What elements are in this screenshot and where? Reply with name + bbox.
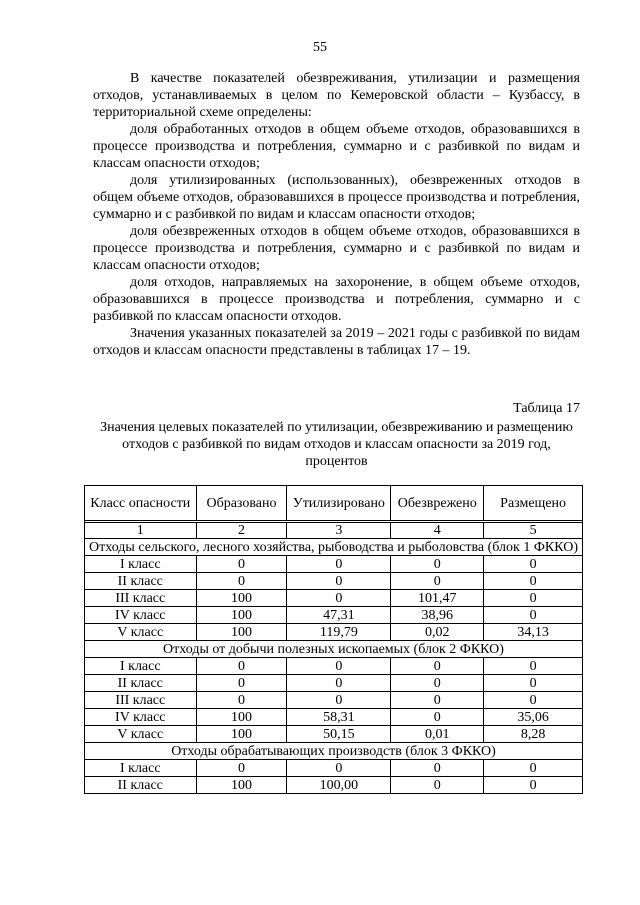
paragraph: доля обезвреженных отходов в общем объеме отходов, образовавшихся в процессе производства и потребления, суммарно и с разбивкой по видам и классам опасности отходов; — [93, 224, 580, 273]
table-cell: 119,79 — [287, 624, 391, 641]
table-row — [85, 556, 583, 573]
table-cell: 0 — [287, 658, 391, 675]
table-row — [85, 658, 583, 675]
table-cell: 0 — [484, 607, 583, 624]
table-cell: 47,31 — [287, 607, 391, 624]
table-cell: 34,13 — [484, 624, 583, 641]
table-cell: 0 — [391, 709, 484, 726]
table-cell: 0 — [287, 760, 391, 777]
column-number: 5 — [484, 523, 583, 539]
column-header: Размещено — [484, 486, 583, 521]
table-cell: 38,96 — [391, 607, 484, 624]
block-title-row — [85, 743, 583, 760]
table-cell: 100 — [196, 624, 287, 641]
table-row — [85, 777, 583, 794]
table-cell: 0 — [391, 556, 484, 573]
block-title: Отходы сельского, лесного хозяйства, рыбоводства и рыболовства (блок 1 ФККО) — [85, 539, 583, 556]
table-row — [85, 760, 583, 777]
table-cell: I класс — [85, 658, 197, 675]
table-cell: I класс — [85, 556, 197, 573]
table-cell: 0 — [484, 760, 583, 777]
table-row — [85, 709, 583, 726]
indicators-table — [84, 485, 583, 794]
table-cell: 0 — [391, 777, 484, 794]
table-cell: 101,47 — [391, 590, 484, 607]
block-title: Отходы обрабатывающих производств (блок 3 ФККО) — [85, 743, 583, 760]
column-header: Образовано — [196, 486, 287, 521]
block-title-row — [85, 641, 583, 658]
page-number: 55 — [313, 40, 327, 55]
table-cell: 100 — [196, 777, 287, 794]
table-cell: 0 — [196, 760, 287, 777]
table-cell: I класс — [85, 760, 197, 777]
paragraph: В качестве показателей обезвреживания, утилизации и размещения отходов, устанавливаемых в целом по Кемеровской области – Кузбассу, в территориальной схеме определены: — [93, 71, 580, 120]
table-caption: Значения целевых показателей по утилизации, обезвреживанию и размещению отходов с разбивкой по видам отходов и классам опасности за 2019 год, процентов — [100, 420, 573, 469]
column-number-row — [85, 523, 583, 539]
body-text — [93, 70, 580, 359]
table-row — [85, 590, 583, 607]
table-cell: 100 — [196, 709, 287, 726]
table-cell: II класс — [85, 777, 197, 794]
table-cell: 0 — [196, 675, 287, 692]
table-cell: 0 — [196, 692, 287, 709]
table-cell: 0 — [484, 556, 583, 573]
table-cell: III класс — [85, 692, 197, 709]
paragraph: доля утилизированных (использованных), обезвреженных отходов в общем объеме отходов, образовавшихся в процессе производства и потребления, суммарно и с разбивкой по видам и классам опасности отходов; — [93, 173, 580, 222]
table-cell: 0 — [196, 556, 287, 573]
table-cell: 0 — [196, 658, 287, 675]
column-number: 4 — [391, 523, 484, 539]
column-number: 1 — [85, 523, 197, 539]
table-row — [85, 675, 583, 692]
block-title: Отходы от добычи полезных ископаемых (блок 2 ФККО) — [85, 641, 583, 658]
table-cell: 58,31 — [287, 709, 391, 726]
table-row — [85, 607, 583, 624]
block-title-row — [85, 539, 583, 556]
table-cell: 0 — [391, 675, 484, 692]
table-cell: 0 — [391, 573, 484, 590]
table-cell: II класс — [85, 675, 197, 692]
table-cell: 0 — [287, 573, 391, 590]
column-header: Класс опасности — [85, 486, 197, 521]
table-cell: 0 — [287, 556, 391, 573]
table-cell: II класс — [85, 573, 197, 590]
table-cell: 8,28 — [484, 726, 583, 743]
table-cell: 0 — [484, 692, 583, 709]
table-row — [85, 624, 583, 641]
table-cell: 0 — [484, 590, 583, 607]
paragraph: доля обработанных отходов в общем объеме отходов, образовавшихся в процессе производства и потребления, суммарно и с разбивкой по видам и классам опасности отходов; — [93, 122, 580, 171]
column-number: 3 — [287, 523, 391, 539]
table-cell: 0 — [287, 675, 391, 692]
column-header: Утилизировано — [287, 486, 391, 521]
table-cell: IV класс — [85, 709, 197, 726]
column-number: 2 — [196, 523, 287, 539]
paragraph: Значения указанных показателей за 2019 – 2021 годы с разбивкой по видам отходов и классам опасности представлены в таблицах 17 – 19. — [93, 326, 580, 358]
table-cell: 0 — [391, 760, 484, 777]
table-header-row — [85, 486, 583, 521]
table-cell: 0 — [196, 573, 287, 590]
table-cell: 0 — [391, 692, 484, 709]
table-cell: 0 — [391, 658, 484, 675]
table-cell: 0 — [287, 692, 391, 709]
table-cell: 100 — [196, 726, 287, 743]
table-cell: 0,01 — [391, 726, 484, 743]
table-row — [85, 573, 583, 590]
paragraph: доля отходов, направляемых на захоронение, в общем объеме отходов, образовавшихся в процессе производства и потребления, суммарно и с разбивкой по классам опасности отходов. — [93, 275, 580, 324]
table-cell: 0 — [484, 573, 583, 590]
table-cell: V класс — [85, 726, 197, 743]
table-cell: 0,02 — [391, 624, 484, 641]
table-cell: IV класс — [85, 607, 197, 624]
table-cell: III класс — [85, 590, 197, 607]
table-row — [85, 692, 583, 709]
table-cell: 0 — [484, 658, 583, 675]
table-cell: 100,00 — [287, 777, 391, 794]
table-cell: 0 — [484, 675, 583, 692]
table-cell: 50,15 — [287, 726, 391, 743]
column-header: Обезврежено — [391, 486, 484, 521]
table-cell: V класс — [85, 624, 197, 641]
table-label: Таблица 17 — [513, 401, 580, 416]
table-cell: 0 — [287, 590, 391, 607]
table-cell: 100 — [196, 607, 287, 624]
table-cell: 100 — [196, 590, 287, 607]
table-cell: 0 — [484, 777, 583, 794]
table-row — [85, 726, 583, 743]
table-cell: 35,06 — [484, 709, 583, 726]
